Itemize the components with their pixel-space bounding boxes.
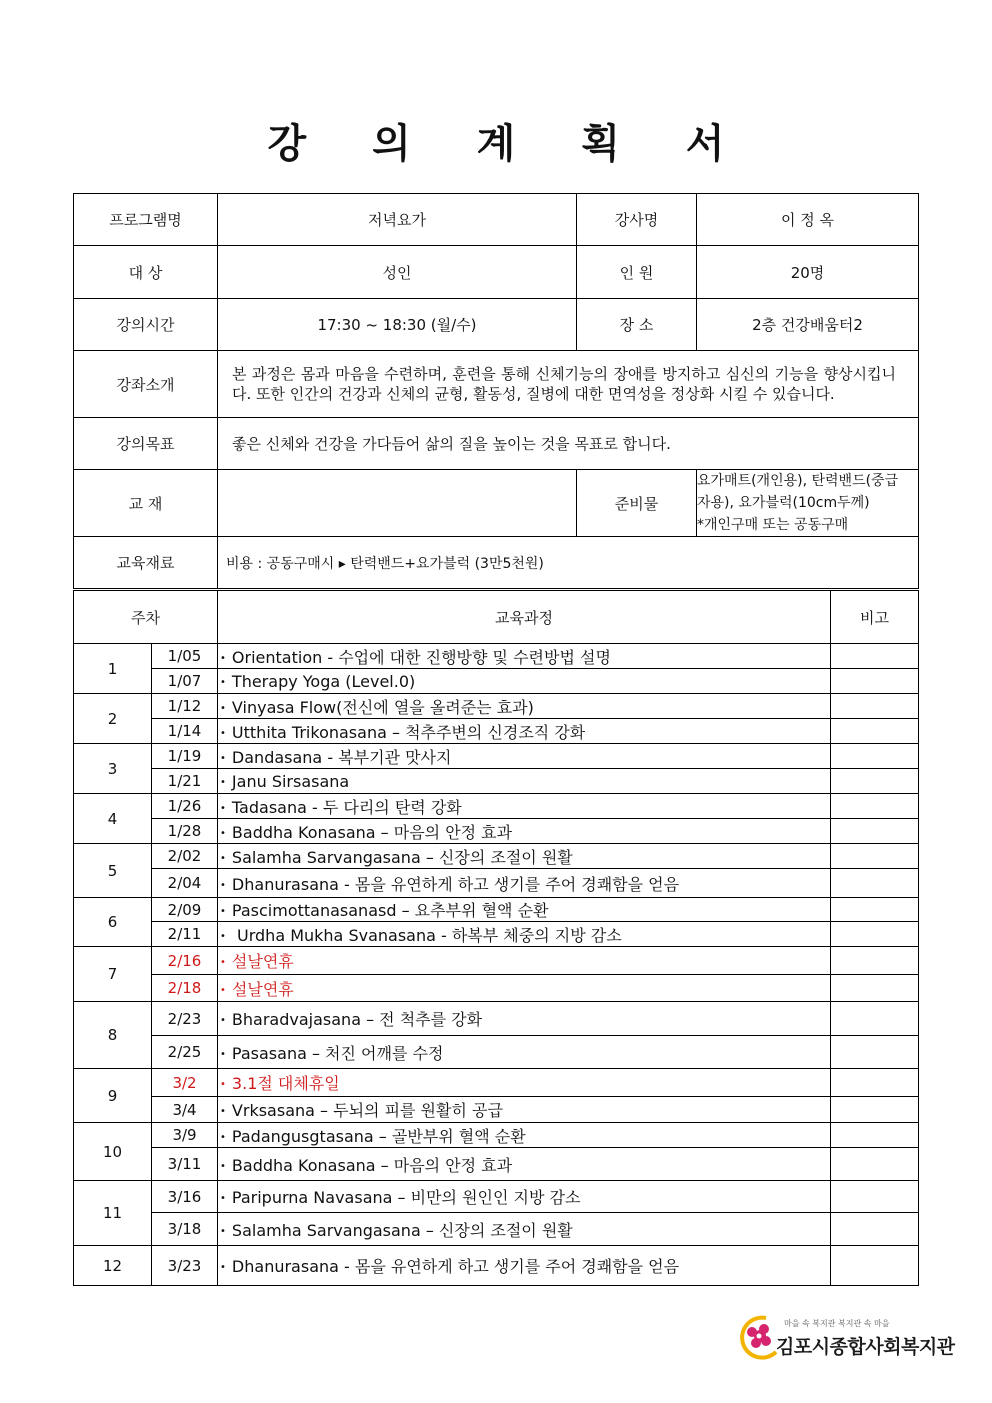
session-content [218, 1069, 831, 1097]
session-note [831, 1123, 919, 1148]
goal-value: 좋은 신체와 건강을 가다듬어 삶의 질을 높이는 것을 목표로 합니다. [218, 418, 919, 470]
schedule-row [74, 869, 919, 898]
schedule-row [74, 1246, 919, 1286]
session-text: Pascimottanasanasd – 요추부위 혈액 순환 [231, 901, 549, 920]
session-date: 2/04 [152, 869, 218, 898]
session-note [831, 1213, 919, 1246]
session-note [831, 694, 919, 719]
header-week: 주차 [74, 591, 218, 644]
session-text: Vrksasana – 두뇌의 피를 원활히 공급 [231, 1101, 503, 1120]
session-text: Baddha Konasana – 마음의 안정 효과 [231, 822, 513, 842]
header-note: 비고 [831, 591, 919, 644]
session-content [218, 1181, 831, 1213]
bullet-icon: • [220, 1015, 226, 1026]
session-note [831, 844, 919, 869]
week-number: 2 [74, 694, 152, 744]
schedule-table [73, 590, 919, 1286]
week-number: 4 [74, 794, 152, 844]
instructor-label: 강사명 [577, 194, 697, 246]
session-text: Tadasana - 두 다리의 탄력 강화 [231, 797, 462, 817]
capacity-label: 인 원 [577, 246, 697, 299]
place-value: 2층 건강배움터2 [697, 299, 919, 351]
session-date: 3/2 [152, 1069, 218, 1097]
bullet-icon: • [220, 802, 226, 814]
session-date: 2/09 [152, 898, 218, 922]
session-content [218, 975, 831, 1002]
target-label: 대 상 [74, 246, 218, 299]
bullet-icon: • [220, 1262, 226, 1273]
bullet-icon: • [220, 652, 226, 664]
place-label: 장 소 [577, 299, 697, 351]
bullet-icon: • [220, 676, 226, 688]
org-name: 김포시종합사회복지관 [776, 1336, 955, 1358]
bullet-icon: • [220, 776, 226, 788]
time-value: 17:30 ~ 18:30 (월/수) [218, 299, 577, 351]
session-note [831, 1181, 919, 1213]
schedule-row [74, 1069, 919, 1097]
bullet-icon: • [220, 1193, 226, 1204]
session-note [831, 644, 919, 669]
header-course: 교육과정 [218, 591, 831, 644]
schedule-row [74, 975, 919, 1002]
session-text: Salamha Sarvangasana – 신장의 조절이 원활 [231, 1220, 573, 1240]
session-content [218, 769, 831, 794]
session-note [831, 922, 919, 947]
session-text: Paripurna Navasana – 비만의 원인인 지방 감소 [231, 1188, 581, 1207]
bullet-icon: • [220, 930, 226, 942]
session-content [218, 744, 831, 769]
session-note [831, 869, 919, 898]
session-date: 1/05 [152, 644, 218, 669]
session-note [831, 947, 919, 975]
session-content [218, 644, 831, 669]
page-title: 강 의 계 획 서 [267, 121, 751, 167]
session-content [218, 844, 831, 869]
session-note [831, 1246, 919, 1286]
org-tagline: 마을 속 복지관 복지관 속 마을 [784, 1319, 890, 1328]
goal-label: 강의목표 [74, 418, 218, 470]
course-info-table [73, 193, 919, 589]
bullet-icon: • [220, 702, 226, 714]
session-text: Bharadvajasana – 전 척추를 강화 [231, 1010, 483, 1029]
session-note [831, 1097, 919, 1123]
schedule-row [74, 794, 919, 819]
session-date: 2/23 [152, 1002, 218, 1036]
session-text: 설날연휴 [231, 979, 294, 999]
session-content [218, 819, 831, 844]
session-date: 1/21 [152, 769, 218, 794]
session-text: Therapy Yoga (Level.0) [231, 671, 416, 691]
bullet-icon: • [220, 984, 226, 996]
bullet-icon: • [220, 1048, 226, 1060]
session-content [218, 719, 831, 744]
prep-line-1: 요가매트(개인용), 탄력밴드(중급 [697, 473, 899, 489]
schedule-row [74, 1036, 919, 1069]
week-number: 11 [74, 1181, 152, 1246]
session-content [218, 1036, 831, 1069]
week-number: 6 [74, 898, 152, 947]
schedule-row [74, 844, 919, 869]
session-content [218, 794, 831, 819]
session-date: 2/11 [152, 922, 218, 947]
schedule-row [74, 644, 919, 669]
session-content [218, 1148, 831, 1181]
session-content [218, 1213, 831, 1246]
flower-logo-icon [736, 1312, 780, 1364]
instructor-value: 이 정 옥 [697, 194, 919, 246]
session-note [831, 769, 919, 794]
session-date: 2/18 [152, 975, 218, 1002]
session-date: 3/11 [152, 1148, 218, 1181]
bullet-icon: • [220, 827, 226, 839]
session-content [218, 1002, 831, 1036]
session-note [831, 898, 919, 922]
session-date: 3/23 [152, 1246, 218, 1286]
schedule-row [74, 819, 919, 844]
prep-line-2: 자용), 요가블럭(10cm두께) [697, 495, 870, 511]
schedule-row [74, 1181, 919, 1213]
week-number: 7 [74, 947, 152, 1002]
org-logo [736, 1310, 955, 1370]
schedule-row [74, 694, 919, 719]
session-text: Baddha Konasana – 마음의 안정 효과 [231, 1155, 513, 1175]
session-text: 설날연휴 [231, 952, 294, 971]
session-text: Salamha Sarvangasana – 신장의 조절이 원활 [231, 847, 573, 867]
session-note [831, 1069, 919, 1097]
week-number: 12 [74, 1246, 152, 1286]
session-note [831, 975, 919, 1002]
schedule-row [74, 898, 919, 922]
session-content [218, 1246, 831, 1286]
schedule-row [74, 769, 919, 794]
session-text: Padangusgtasana – 골반부위 혈액 순환 [231, 1126, 526, 1146]
session-text: 3.1절 대체휴일 [231, 1074, 340, 1093]
session-content [218, 1097, 831, 1123]
prep-value [697, 470, 919, 537]
session-date: 3/16 [152, 1181, 218, 1213]
session-text: Orientation - 수업에 대한 진행방향 및 수련방법 설명 [231, 647, 611, 667]
bullet-icon: • [220, 906, 226, 917]
session-text: Vinyasa Flow(전신에 열을 올려준는 효과) [231, 697, 534, 717]
session-note [831, 744, 919, 769]
schedule-row [74, 1148, 919, 1181]
capacity-value: 20명 [697, 246, 919, 299]
session-date: 3/4 [152, 1097, 218, 1123]
session-note [831, 719, 919, 744]
session-note [831, 669, 919, 694]
bullet-icon: • [220, 957, 226, 968]
week-number: 9 [74, 1069, 152, 1123]
schedule-row [74, 922, 919, 947]
bullet-icon: • [220, 1131, 226, 1143]
session-text: Pasasana – 처진 어깨를 수정 [231, 1043, 444, 1063]
session-content [218, 947, 831, 975]
schedule-row [74, 744, 919, 769]
session-content [218, 1123, 831, 1148]
session-text: Utthita Trikonasana – 척추주변의 신경조직 강화 [231, 722, 586, 742]
week-number: 1 [74, 644, 152, 694]
schedule-row [74, 669, 919, 694]
bullet-icon: • [220, 879, 226, 891]
session-date: 1/12 [152, 694, 218, 719]
session-text: Urdha Mukha Svanasana - 하복부 체중의 지방 감소 [231, 925, 622, 945]
session-text: Dhanurasana - 몸을 유연하게 하고 생기를 주어 경쾌함을 얻음 [231, 1257, 680, 1276]
session-content [218, 898, 831, 922]
session-note [831, 794, 919, 819]
schedule-row [74, 1097, 919, 1123]
session-note [831, 1002, 919, 1036]
week-number: 3 [74, 744, 152, 794]
session-date: 1/07 [152, 669, 218, 694]
session-content [218, 694, 831, 719]
prep-line-3: *개인구매 또는 공동구매 [697, 517, 849, 533]
textbook-value [218, 470, 577, 537]
bullet-icon: • [220, 852, 226, 864]
bullet-icon: • [220, 752, 226, 764]
prep-label: 준비물 [577, 470, 697, 537]
session-date: 3/9 [152, 1123, 218, 1148]
intro-label: 강좌소개 [74, 351, 218, 418]
session-text: Dhanurasana - 몸을 유연하게 하고 생기를 주어 경쾌함을 얻음 [231, 874, 680, 894]
session-date: 1/14 [152, 719, 218, 744]
session-content [218, 869, 831, 898]
program-value: 저녁요가 [218, 194, 577, 246]
session-text: Dandasana - 복부기관 맛사지 [231, 747, 452, 767]
material-value: 비용 : 공동구매시 ▸ 탄력밴드+요가블럭 (3만5천원) [218, 537, 919, 589]
bullet-icon: • [220, 1160, 226, 1172]
session-date: 2/02 [152, 844, 218, 869]
week-number: 5 [74, 844, 152, 898]
material-label: 교육재료 [74, 537, 218, 589]
bullet-icon: • [220, 1225, 226, 1237]
schedule-row [74, 1002, 919, 1036]
session-note [831, 819, 919, 844]
session-date: 1/28 [152, 819, 218, 844]
session-date: 3/18 [152, 1213, 218, 1246]
session-date: 1/26 [152, 794, 218, 819]
session-date: 2/16 [152, 947, 218, 975]
session-date: 2/25 [152, 1036, 218, 1069]
week-number: 8 [74, 1002, 152, 1069]
program-label: 프로그램명 [74, 194, 218, 246]
session-note [831, 1036, 919, 1069]
schedule-row [74, 947, 919, 975]
target-value: 성인 [218, 246, 577, 299]
bullet-icon: • [220, 1079, 226, 1090]
session-content [218, 922, 831, 947]
session-text: Janu Sirsasana [231, 771, 350, 791]
session-content [218, 669, 831, 694]
time-label: 강의시간 [74, 299, 218, 351]
schedule-row [74, 1123, 919, 1148]
week-number: 10 [74, 1123, 152, 1181]
session-note [831, 1148, 919, 1181]
bullet-icon: • [220, 1106, 226, 1117]
textbook-label: 교 재 [74, 470, 218, 537]
bullet-icon: • [220, 727, 226, 739]
schedule-row [74, 1213, 919, 1246]
intro-value: 본 과정은 몸과 마음을 수련하며, 훈련을 통해 신체기능의 장애를 방지하고 심신의 기능을 향상시킵니다. 또한 인간의 건강과 신체의 균형, 활동성, 질병에 대한 면역성을 정상화 시킬 수 있습니다. [218, 351, 919, 418]
session-date: 1/19 [152, 744, 218, 769]
schedule-row [74, 719, 919, 744]
